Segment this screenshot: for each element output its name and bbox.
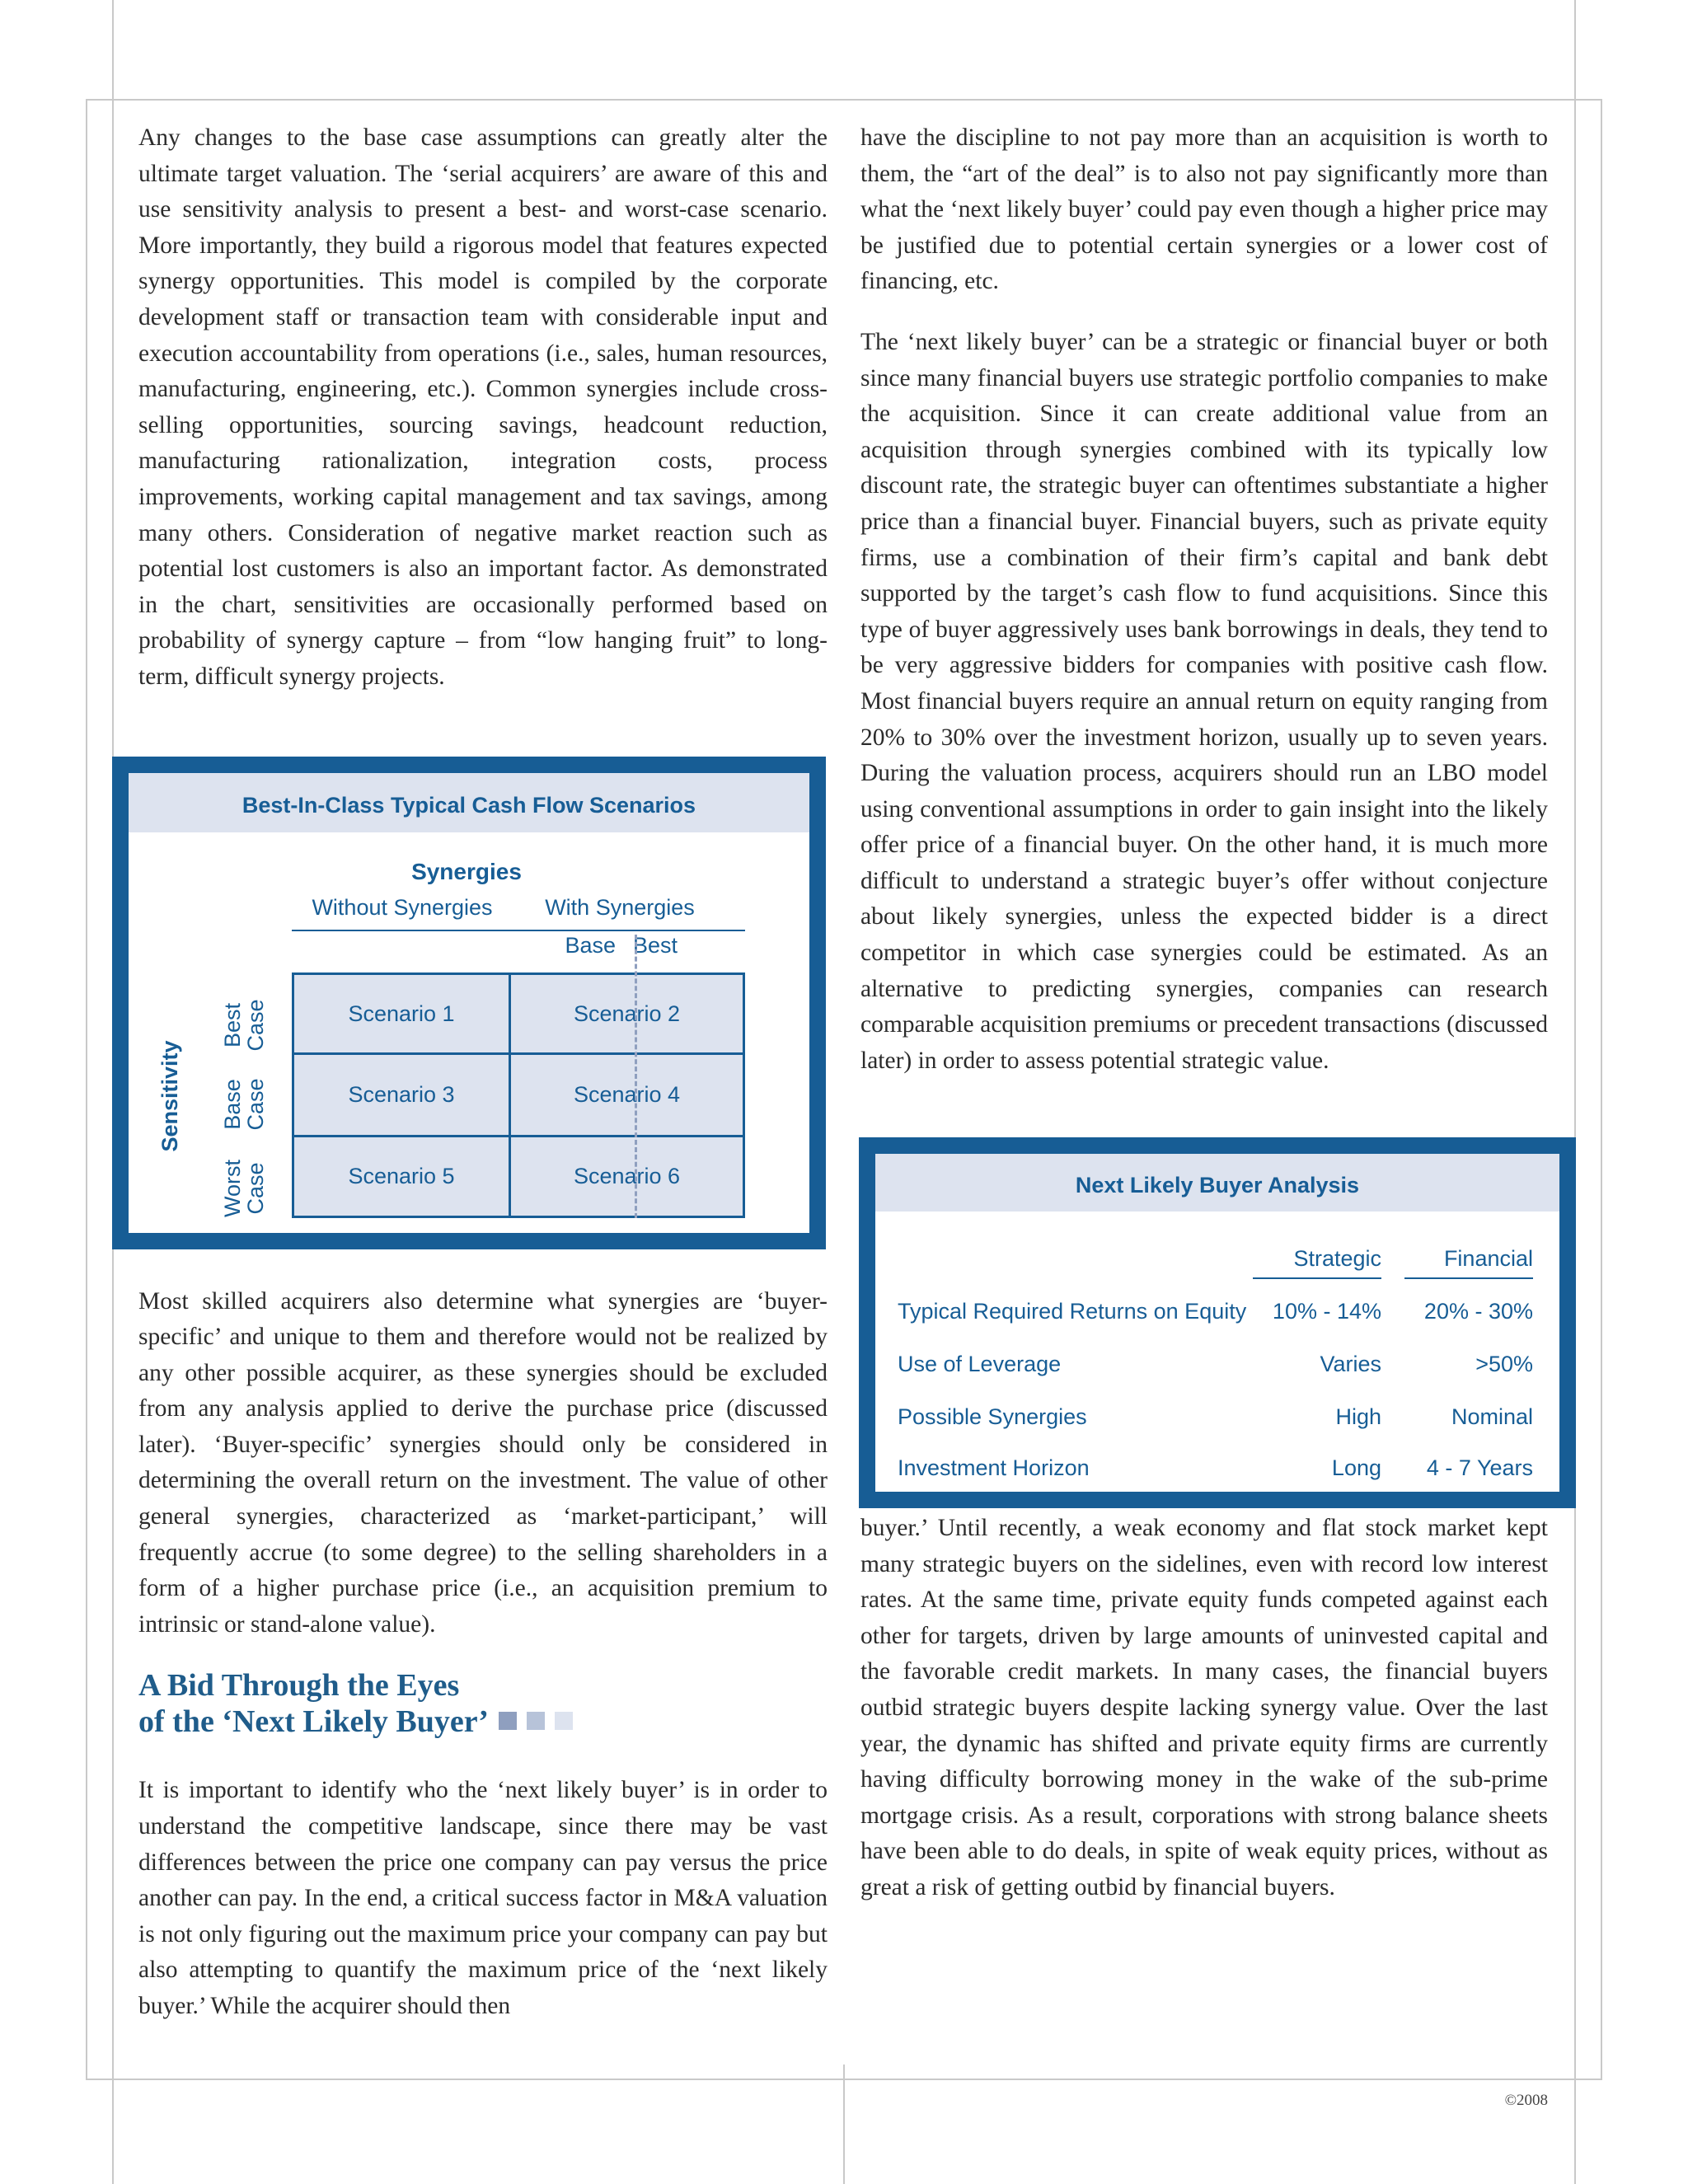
strategic-underline xyxy=(1253,1277,1381,1279)
cash-flow-box-title: Best-In-Class Typical Cash Flow Scenarios xyxy=(129,773,809,832)
nlb-row-financial: >50% xyxy=(1475,1352,1533,1376)
next-likely-buyer-box xyxy=(859,1137,1576,1508)
frame-rule-top xyxy=(86,99,1602,101)
right-paragraph-1: have the discipline to not pay more than an acquisition is worth to them, the “art of the deal” is to also not pay significantly more than what the ‘next likely buyer’ could pay even though a higher price may be justified due to potential certain synergies or a lower cost of financing, etc. xyxy=(860,124,1548,295)
row-label-base-case: Base Case xyxy=(220,1078,268,1131)
nlb-row-label: Investment Horizon xyxy=(898,1455,1090,1480)
left-paragraph-1: Any changes to the base case assumptions can greatly alter the ultimate target valuation. The ‘serial acquirers’ are aware of this and use sensitivity analysis to present a best- and worst-case scenario. More importantly, they build a rigorous model that features expected synergy opportunities. This model is compiled by the corporate development staff or transaction team with considerable input and execution accountability from operations (i.e., sales, human resources, manufacturing, engineering, etc.). Common synergies include cross-selling opportunities, sourcing savings, headcount reduction, manufacturing rationalization, integration costs, process improvements, working capital management and tax savings, among many others. Consideration of negative market reaction such as potential lost customers is also an important factor. As demonstrated in the chart, sensitivities are occasionally performed based on probability of synergy capture – from “low hanging fruit” to long-term, difficult synergy projects. xyxy=(138,124,828,690)
nlb-row-financial: 20% - 30% xyxy=(1423,1299,1533,1324)
base-label: Base xyxy=(565,933,616,958)
right-column xyxy=(860,120,1548,1931)
column-divider-bottom xyxy=(843,2064,845,2184)
scenario-5-cell: Scenario 5 xyxy=(292,1135,511,1218)
scenario-2-cell: Scenario 2 xyxy=(509,972,745,1055)
col-header-financial: Financial xyxy=(1443,1246,1533,1271)
nlb-row-label: Possible Synergies xyxy=(898,1404,1087,1429)
col-header-strategic: Strategic xyxy=(1293,1246,1381,1271)
scenario-4-cell: Scenario 4 xyxy=(509,1052,745,1137)
copyright-notice: ©2008 xyxy=(1504,2092,1548,2109)
nlb-row-strategic: Long xyxy=(1331,1455,1381,1480)
nlb-row xyxy=(875,1404,1559,1437)
row-label-worst-case: Worst Case xyxy=(220,1160,268,1218)
nlb-row xyxy=(875,1299,1559,1332)
nlb-row xyxy=(875,1455,1559,1488)
nlb-row-strategic: 10% - 14% xyxy=(1272,1299,1381,1324)
synergies-label: Synergies xyxy=(411,859,522,884)
nlb-row-financial: Nominal xyxy=(1451,1404,1533,1429)
section-heading-line-2: of the ‘Next Likely Buyer’ xyxy=(138,1704,828,1740)
nlb-row-label: Use of Leverage xyxy=(898,1352,1062,1376)
scenario-3-cell: Scenario 3 xyxy=(292,1052,511,1137)
right-paragraph-2: The ‘next likely buyer’ can be a strategic or financial buyer or both since many financial buyers use strategic portfolio companies to make the acquisition. Since it can create additional value from an acquisition through synergies combined with its typically low discount rate, the strategic buyer can oftentimes substantiate a higher price than a financial buyer. Financial buyers, such as private equity firms, use a combination of their firm’s capital and bank debt supported by the target’s cash flow to fund acquisitions. Since this type of buyer aggressively uses bank borrowings in deals, they tend to be very aggressive bidders for companies with positive cash flow. Most financial buyers require an annual return on equity ranging from 20% to 30% over the investment horizon, usually up to seven years. During the valuation process, acquirers should run an LBO model using conventional assumptions in order to gain insight into the likely offer price of a financial buyer. On the other hand, it is much more difficult to understand a strategic buyer’s offer without conjecture about likely synergies, unless the expected bidder is a direct competitor in which case synergies could be estimated. As an alternative to predicting synergies, companies can research comparable acquisition premiums or precedent transactions (discussed later) in order to assess potential strategic value. xyxy=(860,328,1548,1074)
section-heading-line-1: A Bid Through the Eyes xyxy=(138,1668,460,1704)
nlb-row-label: Typical Required Returns on Equity xyxy=(898,1299,1247,1324)
nlb-box-title: Next Likely Buyer Analysis xyxy=(875,1154,1559,1212)
nlb-row-strategic: Varies xyxy=(1320,1352,1381,1376)
best-label: Best xyxy=(633,933,678,958)
right-paragraph-3: buyer.’ Until recently, a weak economy and flat stock market kept many strategic buyers on the sidelines, even with record low interest rates. At the same time, private equity funds competed against each other for targets, driven by large amounts of uninvested capital and the favorable credit markets. In many cases, the financial buyers outbid strategic buyers despite lacking synergy value. Over the last year, the dynamic has shifted and private equity firms are currently having difficulty borrowing money in the wake of the sub-prime mortgage crisis. As a result, corporations with strong balance sheets have been able to do deals, in spite of weak equity prices, without as great a risk of getting outbid by financial buyers. xyxy=(860,1515,1548,1900)
nlb-row-strategic: High xyxy=(1335,1404,1381,1429)
nlb-row xyxy=(875,1352,1559,1385)
sensitivity-label: Sensitivity xyxy=(157,1040,182,1152)
decor-square-2 xyxy=(527,1712,545,1730)
base-best-dashed-divider xyxy=(635,935,637,1218)
frame-rule-right xyxy=(1574,0,1576,2184)
scenario-6-cell: Scenario 6 xyxy=(509,1135,745,1218)
section-heading xyxy=(138,1667,828,1740)
without-synergies-label: Without Synergies xyxy=(312,895,493,920)
header-underline xyxy=(292,930,745,931)
with-synergies-label: With Synergies xyxy=(545,895,695,920)
financial-underline xyxy=(1404,1277,1533,1279)
decor-square-3 xyxy=(555,1712,573,1730)
left-paragraph-2: Most skilled acquirers also determine what synergies are ‘buyer-specific’ and unique to them and therefore would not be realized by any other possible acquirer, as these synergies should be excluded from any analysis applied to derive the purchase price (discussed later). ‘Buyer-specific’ synergies should only be considered in determining the overall return on the investment. The value of other general synergies, characterized as ‘market-participant,’ will frequently accrue (to some degree) to the selling shareholders in a form of a higher purchase price (i.e., an acquisition premium to intrinsic or stand-alone value). xyxy=(138,1287,828,1638)
row-label-best-case: Best Case xyxy=(220,999,268,1052)
nlb-row-financial: 4 - 7 Years xyxy=(1426,1455,1533,1480)
left-paragraph-3: It is important to identify who the ‘next likely buyer’ is in order to understand the competitive landscape, since there may be vast differences between the price one company can pay versus the price another can pay. In the end, a critical success factor in M&A valuation is not only figuring out the maximum price your company can pay but also attempting to quantify the maximum price of the ‘next likely buyer.’ While the acquirer should then xyxy=(138,1777,828,2019)
cash-flow-scenarios-box xyxy=(112,757,826,1249)
frame-rule-outer-left xyxy=(86,99,87,2080)
scenario-1-cell: Scenario 1 xyxy=(292,972,511,1055)
decor-square-1 xyxy=(499,1712,517,1730)
frame-rule-outer-right xyxy=(1601,99,1602,2080)
